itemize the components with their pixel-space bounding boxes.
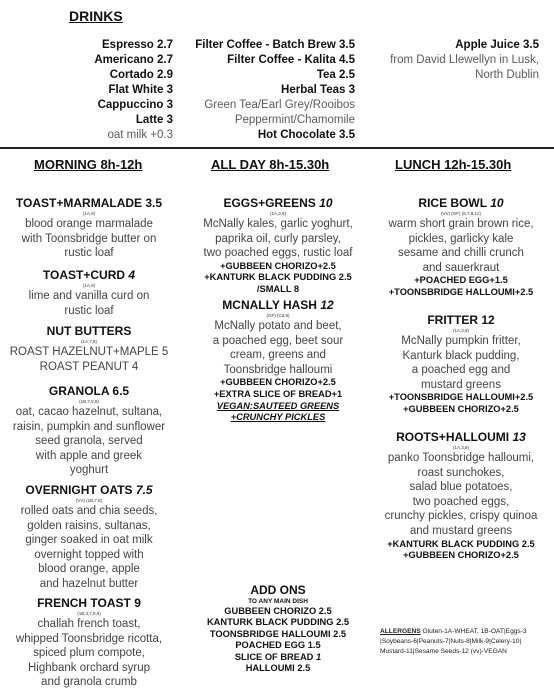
add-ons-subtitle: TO ANY MAIN DISH bbox=[248, 598, 308, 605]
drink-hot-chocolate bbox=[190, 128, 355, 143]
menu-text: mustard greens bbox=[421, 378, 501, 391]
menu-text: TOONSBRIDGE HALLOUMI bbox=[209, 628, 331, 639]
menu-text: sesame and chilli crunch bbox=[398, 247, 524, 260]
menu-text: 3 bbox=[166, 114, 173, 126]
menu-text: a poached egg, beet sour bbox=[212, 334, 344, 347]
allergen-codes: (VV) (1B,7,8) bbox=[75, 498, 103, 503]
extra-option: +GUBBEEN CHORIZO+2.5 bbox=[220, 260, 336, 271]
menu-text: Filter Coffee - Kalita bbox=[227, 54, 336, 66]
item-french-toast bbox=[4, 596, 174, 690]
menu-text: MCNALLY HASH bbox=[222, 298, 317, 312]
menu-text: a poached egg and bbox=[411, 364, 511, 377]
menu-text: ROAST HAZELNUT+MAPLE 5 bbox=[9, 346, 169, 358]
drink-espresso bbox=[40, 38, 173, 53]
drinks-column-juice bbox=[385, 38, 539, 83]
extra-option: +KANTURK BLACK PUDDING 2.5 bbox=[204, 272, 352, 283]
item-fritter bbox=[371, 313, 551, 416]
extra-option: /SMALL 8 bbox=[256, 283, 300, 294]
menu-text: McNally kales, garlic yoghurt, bbox=[203, 218, 353, 230]
drinks-column-filter bbox=[190, 38, 355, 143]
menu-text: GUBBEEN CHORIZO bbox=[224, 606, 317, 616]
allergen-codes: (VV) (GF) (6,7,8,12) bbox=[440, 211, 481, 216]
menu-text: Mustard-11|Sesame Seeds-12 (vv)-VEGAN bbox=[380, 648, 507, 655]
vegan-option: VEGAN:SAUTEED GREENS bbox=[216, 400, 340, 411]
drink-batch-brew bbox=[190, 38, 355, 53]
menu-text: oat milk bbox=[107, 129, 148, 141]
allergen-codes: (1A,9) bbox=[82, 283, 96, 288]
drink-kalita bbox=[190, 53, 355, 68]
menu-text: challah french toast, bbox=[37, 618, 141, 630]
menu-text: 1.5 bbox=[307, 640, 321, 651]
menu-text: 13 bbox=[512, 430, 526, 444]
menu-text: Herbal Teas bbox=[281, 84, 346, 96]
menu-text: two poached eggs, rustic loaf bbox=[203, 247, 353, 260]
item-title bbox=[188, 196, 368, 211]
menu-text: HALLOUMI bbox=[245, 663, 295, 674]
extra-option: +GUBBEEN CHORIZO+2.5 bbox=[403, 550, 519, 561]
menu-text: oat, cacao hazelnut, sultana, bbox=[15, 406, 163, 418]
menu-text: Cortado bbox=[109, 69, 154, 81]
menu-text: TOAST+CURD bbox=[42, 268, 126, 282]
menu-text: 3 bbox=[166, 99, 173, 111]
menu-text: rustic loaf bbox=[64, 304, 114, 317]
item-title bbox=[188, 298, 368, 313]
add-ons bbox=[188, 583, 368, 674]
menu-text: warm short grain brown rice, bbox=[388, 218, 534, 230]
menu-text: and hazelnut butter bbox=[39, 577, 139, 590]
item-overnight-oats bbox=[4, 483, 174, 592]
menu-text: Kanturk black pudding, bbox=[402, 349, 520, 362]
item-toast-curd bbox=[4, 268, 174, 318]
menu-text: Flat White bbox=[108, 84, 164, 96]
section-divider bbox=[0, 147, 554, 149]
item-title: TOAST+MARMALADE 3.5 bbox=[15, 196, 163, 210]
extra-option: +TOONSBRIDGE HALLOUMI+2.5 bbox=[388, 286, 534, 297]
allergen-codes: (1A,7,8) bbox=[80, 339, 97, 344]
menu-text: 4 bbox=[128, 268, 136, 282]
extra-option: +GUBBEEN CHORIZO+2.5 bbox=[403, 403, 519, 414]
menu-text: 2.5 bbox=[318, 606, 332, 616]
menu-text bbox=[380, 627, 550, 637]
menu-text: RICE BOWL bbox=[418, 196, 487, 210]
item-title bbox=[4, 268, 174, 283]
menu-text: rustic loaf bbox=[64, 247, 114, 260]
addon-item bbox=[188, 663, 368, 674]
menu-text: crunchy pickles, crispy quinoa bbox=[384, 510, 538, 523]
menu-text: Latte bbox=[135, 114, 164, 126]
menu-text: seed granola, served bbox=[35, 435, 143, 448]
item-title: FRENCH TOAST 9 bbox=[37, 596, 141, 610]
addon-item bbox=[188, 640, 368, 651]
menu-text: whipped Toonsbridge ricotta, bbox=[15, 632, 163, 645]
item-mcnally-hash bbox=[188, 298, 368, 424]
menu-text: OVERNIGHT OATS bbox=[25, 483, 133, 497]
menu-text: 10 bbox=[319, 196, 333, 210]
addon-item bbox=[188, 629, 368, 640]
drinks-column-espresso bbox=[40, 38, 173, 143]
addon-item bbox=[188, 652, 368, 663]
allergen-codes: (1A,9) bbox=[82, 211, 96, 216]
item-title: NUT BUTTERS bbox=[46, 324, 132, 338]
menu-text: yoghurt bbox=[69, 464, 109, 477]
menu-text: KANTURK BLACK PUDDING bbox=[206, 617, 334, 628]
menu-text: Toonsbridge halloumi bbox=[223, 363, 333, 376]
lunch-heading: LUNCH 12h-15.30h bbox=[395, 157, 512, 172]
allergen-codes: (1A,3,9) bbox=[269, 211, 286, 216]
menu-text: 12 bbox=[320, 298, 334, 312]
allergen-codes: (GF) (C3,9) bbox=[266, 313, 290, 318]
menu-text: rolled oats and chia seeds, bbox=[20, 505, 158, 517]
morning-heading: MORNING 8h-12h bbox=[34, 157, 143, 172]
menu-text: ROAST PEANUT 4 bbox=[39, 360, 139, 373]
juice-source-2: North Dublin bbox=[475, 69, 539, 81]
addon-item bbox=[188, 617, 368, 628]
menu-text: Apple Juice bbox=[455, 39, 520, 51]
extra-option: +EXTRA SLICE OF BREAD+1 bbox=[213, 388, 343, 399]
menu-text: cream, greens and bbox=[230, 349, 326, 362]
menu-text: 2.9 bbox=[157, 69, 173, 81]
menu-text: pickles, garlicky kale bbox=[408, 232, 514, 245]
menu-text: Highbank orchard syrup bbox=[27, 661, 151, 674]
item-granola bbox=[4, 384, 174, 478]
drink-apple-juice bbox=[385, 38, 539, 53]
item-eggs-greens bbox=[188, 196, 368, 296]
menu-text: blood orange, apple bbox=[38, 563, 140, 576]
drink-americano bbox=[40, 53, 173, 68]
menu-text: Filter Coffee - Batch Brew bbox=[195, 39, 336, 51]
menu-text: raisin, pumpkin and sunflower bbox=[12, 420, 166, 433]
allergen-codes: (1A,3,9) bbox=[452, 445, 469, 450]
menu-text: EGGS+GREENS bbox=[223, 196, 316, 210]
menu-text: golden raisins, sultanas, bbox=[27, 519, 151, 532]
menu-text: 10 bbox=[490, 196, 504, 210]
menu-text: panko Toonsbridge halloumi, bbox=[387, 452, 535, 464]
item-roots-halloumi bbox=[371, 430, 551, 562]
item-title bbox=[371, 430, 551, 445]
extra-option: +KANTURK BLACK PUDDING 2.5 bbox=[387, 538, 535, 549]
drink-tea bbox=[190, 68, 355, 83]
juice-source-1: from David Llewellyn in Lusk, bbox=[390, 54, 539, 66]
menu-text: and granola crumb bbox=[41, 676, 137, 689]
menu-text: with Toonsbridge butter on bbox=[21, 232, 157, 245]
menu-text: ROOTS+HALLOUMI bbox=[396, 430, 510, 444]
menu-text: Hot Chocolate bbox=[257, 129, 336, 141]
item-nut-butters bbox=[4, 324, 174, 374]
menu-text: Americano bbox=[94, 54, 154, 66]
menu-text: paprika oil, curly parsley, bbox=[215, 232, 341, 245]
menu-text: Gluten-1A-WHEAT, 1B-OAT|Eggs-3 bbox=[420, 628, 527, 635]
extra-option: +GUBBEEN CHORIZO+2.5 bbox=[220, 377, 336, 388]
menu-text: ginger soaked in oat milk bbox=[25, 534, 153, 547]
item-title bbox=[371, 196, 551, 211]
menu-text: 3 bbox=[166, 84, 173, 96]
menu-text: 2.5 bbox=[333, 628, 347, 639]
herbal-tea-list-2: Peppermint/Chamomile bbox=[234, 114, 355, 126]
menu-text: |Soybeans-6|Peanuts-7|Nuts-8|Milk-9|Celery-10| bbox=[380, 638, 522, 645]
herbal-tea-list-1: Green Tea/Earl Grey/Rooibos bbox=[204, 99, 355, 111]
allergens-label: ALLERGENS bbox=[380, 628, 421, 635]
menu-text: 3 bbox=[348, 84, 355, 96]
drinks-title: DRINKS bbox=[69, 8, 123, 24]
menu-text: 2.5 bbox=[336, 617, 350, 628]
allday-heading: ALL DAY 8h-15.30h bbox=[211, 157, 330, 172]
menu-text: salad blue potatoes, bbox=[409, 481, 513, 494]
menu-text: 7.5 bbox=[135, 483, 153, 497]
drink-cappuccino bbox=[40, 98, 173, 113]
menu-text: blood orange marmalade bbox=[25, 218, 153, 230]
item-toast-marmalade bbox=[4, 196, 174, 261]
menu-text: overnight topped with bbox=[34, 548, 144, 561]
item-title: FRITTER 12 bbox=[427, 313, 495, 327]
menu-text: SLICE OF BREAD bbox=[234, 651, 314, 662]
menu-text: 2.7 bbox=[157, 39, 173, 51]
addon-item bbox=[188, 606, 368, 617]
menu-text: 1 bbox=[315, 651, 322, 662]
menu-text: 3.5 bbox=[339, 39, 355, 51]
drink-cortado bbox=[40, 68, 173, 83]
menu-text: roast sunchokes, bbox=[417, 466, 505, 479]
menu-text: with apple and greek bbox=[35, 449, 143, 462]
menu-text: spiced plum compote, bbox=[33, 647, 145, 660]
menu-text: lime and vanilla curd on bbox=[28, 290, 150, 302]
allergen-codes: (1B,7,8,9) bbox=[79, 399, 99, 404]
menu-text: 3.5 bbox=[339, 129, 355, 141]
menu-text: McNally pumpkin fritter, bbox=[401, 335, 521, 347]
menu-text: 2.5 bbox=[339, 69, 355, 81]
vegan-option: +CRUNCHY PICKLES bbox=[230, 412, 326, 423]
allergens-legend bbox=[380, 627, 550, 657]
menu-text: McNally potato and beet, bbox=[214, 320, 342, 332]
menu-text: and sauerkraut bbox=[422, 261, 500, 274]
menu-text: two poached eggs, bbox=[412, 495, 510, 508]
drink-flat-white bbox=[40, 83, 173, 98]
menu-text: 3.5 bbox=[523, 39, 539, 51]
item-rice-bowl bbox=[371, 196, 551, 299]
menu-text: 2.5 bbox=[297, 663, 311, 674]
menu-text: Cappuccino bbox=[97, 99, 164, 111]
menu-text: and mustard greens bbox=[409, 524, 513, 537]
allergen-codes: (1A,3,9) bbox=[452, 328, 469, 333]
extra-option: +POACHED EGG+1.5 bbox=[414, 275, 508, 286]
drink-latte bbox=[40, 113, 173, 128]
menu-text: POACHED EGG bbox=[235, 640, 306, 651]
menu-text: Tea bbox=[316, 69, 336, 81]
drink-oat-milk bbox=[40, 128, 173, 143]
allergen-codes: (1B,3,7,8,9) bbox=[77, 611, 101, 616]
extra-option: +TOONSBRIDGE HALLOUMI+2.5 bbox=[388, 392, 534, 403]
menu-text: Espresso bbox=[102, 39, 154, 51]
item-title: GRANOLA 6.5 bbox=[48, 384, 130, 398]
menu-text: 4.5 bbox=[339, 54, 355, 66]
menu-text: 2.7 bbox=[157, 54, 173, 66]
drink-herbal-teas bbox=[190, 83, 355, 98]
item-title bbox=[4, 483, 174, 498]
add-ons-title: ADD ONS bbox=[250, 583, 306, 597]
menu-text: +0.3 bbox=[150, 129, 173, 141]
